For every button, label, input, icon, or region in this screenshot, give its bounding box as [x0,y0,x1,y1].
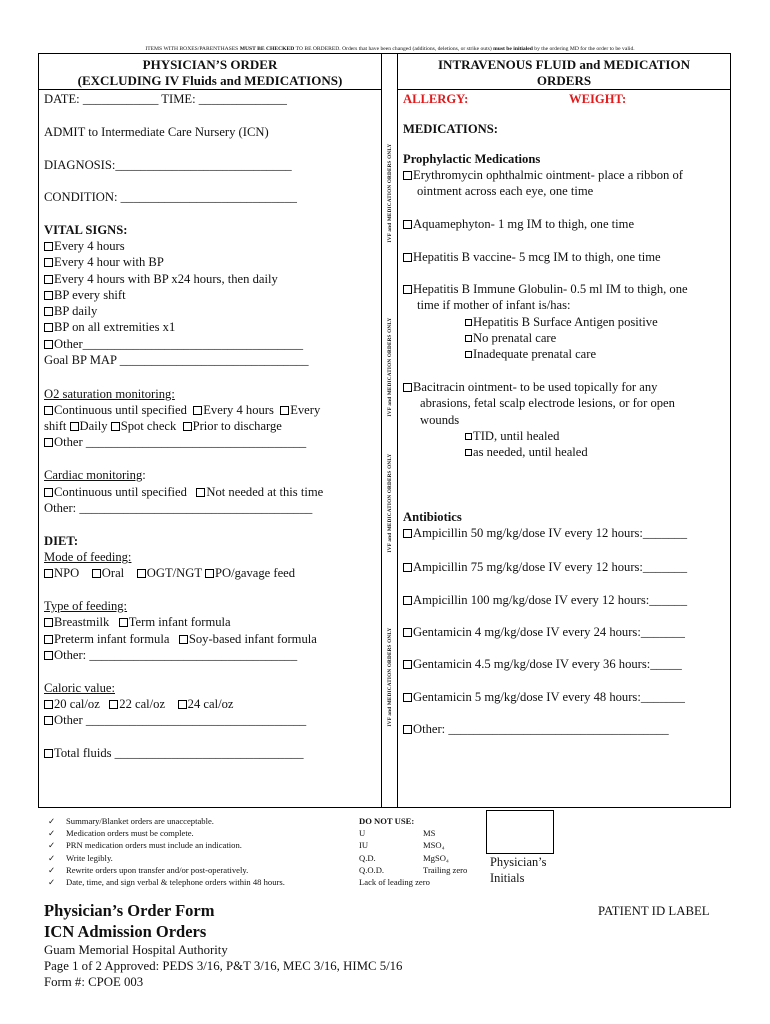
rule-item: ✓ Summary/Blanket orders are unacceptable. [48,816,214,826]
antibiotic-order[interactable]: Ampicillin 75 mg/kg/dose IV every 12 hours:_______ [403,559,687,575]
antibiotics-title: Antibiotics [403,510,462,524]
vital-option[interactable] [44,238,309,254]
antibiotic-order[interactable]: Gentamicin 4 mg/kg/dose IV every 24 hours:_______ [403,624,685,640]
allergy-label: ALLERGY: [403,92,469,106]
antibiotic-order[interactable]: Gentamicin 4.5 mg/kg/dose IV every 36 hours:_____ [403,656,682,672]
erythromycin-order-line-2: ointment across each eye, one time [417,184,594,198]
type-of-feeding-title: Type of feeding: [44,599,128,613]
checkbox-icon[interactable] [403,220,412,229]
bacitracin-frequency[interactable]: TID, until healed [465,428,559,444]
approval-line: Page 1 of 2 Approved: PEDS 3/16, P&T 3/16, MEC 3/16, HIMC 5/16 [44,959,403,973]
checkmark-icon: ✓ [48,864,56,875]
ivf-orders-strip-4: IVF and MEDICATION ORDERS ONLY [386,627,393,727]
notice-text-mid: TO BE ORDERED. Orders that have been changed (additions, deletions, or strike outs) [294,46,494,52]
type-of-feeding-row-2: Preterm infant formula Soy-based infant formula [44,631,317,647]
checkbox-icon[interactable] [44,242,53,251]
right-heading-rule [397,89,731,90]
abbrev-row-last: Lack of leading zero [359,877,430,888]
notice-must-initialed: must be initialed [493,46,533,52]
organization-name: Guam Memorial Hospital Authority [44,943,228,957]
form-title: Physician’s Order Form [44,901,215,920]
checkbox-icon[interactable] [44,651,53,660]
checkbox-icon[interactable] [465,335,472,342]
type-of-feeding-other[interactable]: Other: _________________________________ [44,647,297,663]
caloric-value-other[interactable]: Other ___________________________________ [44,712,306,728]
ivf-orders-strip-1: IVF and MEDICATION ORDERS ONLY [386,143,393,243]
mode-of-feeding-title: Mode of feeding: [44,550,132,564]
checkbox-icon[interactable] [137,569,146,578]
checkbox-icon[interactable] [44,488,53,497]
checkbox-icon[interactable] [44,291,53,300]
checkbox-icon[interactable] [44,307,53,316]
vital-option-label: Every 4 hour with BP [54,255,164,270]
hbig-order-line-2: time if mother of infant is/has: [417,298,571,312]
do-not-use-title: DO NOT USE: [359,816,415,826]
checkbox-icon[interactable] [119,618,128,627]
ivf-orders-strip-2: IVF and MEDICATION ORDERS ONLY [386,317,393,417]
vital-option-label: BP daily [54,304,98,319]
medications-title: MEDICATIONS: [403,122,498,136]
weight-label: WEIGHT: [569,92,627,106]
heading-line-1: INTRAVENOUS FLUID and MEDICATION [438,57,690,72]
checkbox-icon[interactable] [403,171,412,180]
admit-order: ADMIT to Intermediate Care Nursery (ICN) [44,125,269,139]
vital-option-label: BP every shift [54,287,126,302]
vital-option-label: Every 4 hours [54,239,125,253]
iv-medication-heading [397,57,731,89]
patient-id-label: PATIENT ID LABEL [598,904,710,918]
checkbox-icon[interactable] [403,383,412,392]
checkbox-icon[interactable] [183,422,192,431]
checkbox-icon[interactable] [44,258,53,267]
checkmark-icon: ✓ [48,816,56,826]
checkbox-icon[interactable] [92,569,101,578]
antibiotic-order[interactable]: Ampicillin 100 mg/kg/dose IV every 12 hours:______ [403,592,687,608]
heading-line-1: PHYSICIAN’S ORDER [142,57,278,72]
bacitracin-order[interactable]: Bacitracin ointment- to be used topically for any [403,379,657,395]
hbig-condition[interactable]: No prenatal care [465,330,556,346]
vital-option-label: BP on all extremities x1 [54,320,176,335]
checkbox-icon[interactable] [403,660,412,669]
checkmark-icon: ✓ [48,840,56,851]
bacitracin-order-line-3: wounds [420,413,460,427]
checkbox-icon[interactable] [403,285,412,294]
vital-option-other[interactable] [44,336,309,352]
checkbox-icon[interactable] [44,340,53,349]
caloric-value-title: Caloric value: [44,681,115,695]
form-subtitle: ICN Admission Orders [44,922,207,941]
checkbox-icon[interactable] [403,596,412,605]
checkmark-icon: ✓ [48,877,56,888]
prophylactic-title: Prophylactic Medications [403,152,541,166]
vital-option-label: Other___________________________________ [54,336,304,351]
cardiac-monitoring-title: Cardiac monitoring: [44,468,146,482]
caloric-value-options: 20 cal/oz 22 cal/oz 24 cal/oz [44,696,233,712]
checkbox-icon[interactable] [465,351,472,358]
cardiac-options-row: Continuous until specified Not needed at this time [44,484,323,500]
do-not-use-abbreviations [359,815,467,888]
ivf-orders-strip-3: IVF and MEDICATION ORDERS ONLY [386,453,393,553]
checkbox-icon[interactable] [44,323,53,332]
checkbox-icon[interactable] [403,693,412,702]
erythromycin-order[interactable]: Erythromycin ophthalmic ointment- place a ribbon of [403,167,683,183]
column-divider-right [397,53,398,808]
checkbox-icon[interactable] [403,628,412,637]
rule-item: ✓ Medication orders must be complete. [48,828,194,839]
vital-signs-title: VITAL SIGNS: [44,223,128,237]
checkbox-icon[interactable] [193,406,202,415]
left-heading-rule [38,89,382,90]
checkbox-icon[interactable] [111,422,120,431]
checkmark-icon: ✓ [48,852,56,863]
checkbox-icon[interactable] [44,635,53,644]
total-fluids-field[interactable]: Total fluids ______________________________ [44,745,304,761]
vital-option[interactable] [44,271,309,287]
o2-other-field[interactable]: Other ___________________________________ [44,434,306,450]
cardiac-other-field[interactable]: Other: _____________________________________ [44,501,313,515]
checkbox-icon[interactable] [465,319,472,326]
antibiotic-order[interactable]: Gentamicin 5 mg/kg/dose IV every 48 hours:_______ [403,689,685,705]
vital-signs-options [44,238,309,368]
order-validity-notice [40,46,740,52]
hbig-condition[interactable]: Hepatitis B Surface Antigen positive [465,314,658,330]
order-rules-list [48,815,285,888]
notice-text: ITEMS WITH BOXES/PARENTHASES [145,46,240,52]
hbig-order[interactable]: Hepatitis B Immune Globulin- 0.5 ml IM to thigh, one [403,281,688,297]
date-time-field[interactable]: DATE: ____________ TIME: ______________ [44,92,287,106]
checkbox-icon[interactable] [465,433,472,440]
o2-options-row-2: shift Daily Spot check Prior to discharge [44,419,282,433]
checkbox-icon[interactable] [205,569,214,578]
o2-options-row-1: Continuous until specified Every 4 hours Every [44,402,320,418]
checkbox-icon[interactable] [44,406,53,415]
checkbox-icon[interactable] [44,569,53,578]
notice-must-checked: MUST BE CHECKED [239,46,295,52]
rule-item: ✓ PRN medication orders must include an indication. [48,840,242,851]
checkmark-icon: ✓ [48,828,56,839]
goal-bp-map-field[interactable]: Goal BP MAP ______________________________ [44,353,309,368]
heading-line-2: ORDERS [536,73,592,88]
abbrev-row: IU MSO₄ [359,840,445,851]
checkbox-icon[interactable] [44,438,53,447]
vital-option[interactable] [44,287,309,303]
checkbox-icon[interactable] [44,275,53,284]
checkbox-icon[interactable] [44,716,53,725]
abbrev-row: Q.D. MgSO₄ [359,852,449,863]
mode-of-feeding-options: NPO Oral OGT/NGT PO/gavage feed [44,565,295,581]
abbrev-row: U MS [359,828,436,839]
physician-initials-label: Physician’s Initials [490,855,547,885]
rule-item: ✓ Rewrite orders upon transfer and/or post-operatively. [48,864,249,875]
checkbox-icon[interactable] [178,700,187,709]
notice-text-end: by the ordering MD for the order to be valid. [532,46,635,52]
hbig-condition[interactable]: Inadequate prenatal care [465,346,596,362]
bacitracin-frequency[interactable]: as needed, until healed [465,444,588,460]
abbrev-row: Q.O.D. Trailing zero [359,864,468,875]
checkbox-icon[interactable] [403,725,412,734]
checkbox-icon[interactable] [109,700,118,709]
bacitracin-order-line-2: abrasions, fetal scalp electrode lesions, or for open [420,396,675,410]
checkbox-icon[interactable] [280,406,289,415]
type-of-feeding-row-1: Breastmilk Term infant formula [44,614,231,630]
checkbox-icon[interactable] [44,749,53,758]
checkbox-icon[interactable] [70,422,79,431]
checkbox-icon[interactable] [403,563,412,572]
checkbox-icon[interactable] [44,700,53,709]
form-number: Form #: CPOE 003 [44,975,144,989]
vital-option-label: Every 4 hours with BP x24 hours, then daily [54,271,278,286]
heading-line-2: (EXCLUDING IV Fluids and MEDICATIONS) [77,73,343,88]
o2-monitoring-title: O2 saturation monitoring: [44,387,175,401]
physician-initials-box[interactable] [486,810,554,854]
rule-item: ✓ Write legibly. [48,852,113,863]
hepatitis-b-vaccine-order[interactable]: Hepatitis B vaccine- 5 mcg IM to thigh, one time [403,249,661,265]
diet-title: DIET: [44,534,79,548]
checkbox-icon[interactable] [196,488,205,497]
checkbox-icon[interactable] [44,618,53,627]
aquamephyton-order[interactable]: Aquamephyton- 1 mg IM to thigh, one time [403,216,634,232]
vital-option[interactable] [44,319,309,335]
diagnosis-field[interactable]: DIAGNOSIS:____________________________ [44,158,292,172]
checkbox-icon[interactable] [465,449,472,456]
physician-order-heading [38,57,382,89]
vital-option[interactable] [44,254,309,270]
checkbox-icon[interactable] [403,529,412,538]
antibiotic-order[interactable]: Ampicillin 50 mg/kg/dose IV every 12 hours:_______ [403,525,687,541]
other-medication-field[interactable]: Other: ___________________________________ [403,721,669,737]
rule-item: ✓ Date, time, and sign verbal & telephone orders within 48 hours. [48,877,285,888]
checkbox-icon[interactable] [403,253,412,262]
condition-field[interactable]: CONDITION: ____________________________ [44,190,297,204]
vital-option[interactable] [44,303,309,319]
checkbox-icon[interactable] [179,635,188,644]
